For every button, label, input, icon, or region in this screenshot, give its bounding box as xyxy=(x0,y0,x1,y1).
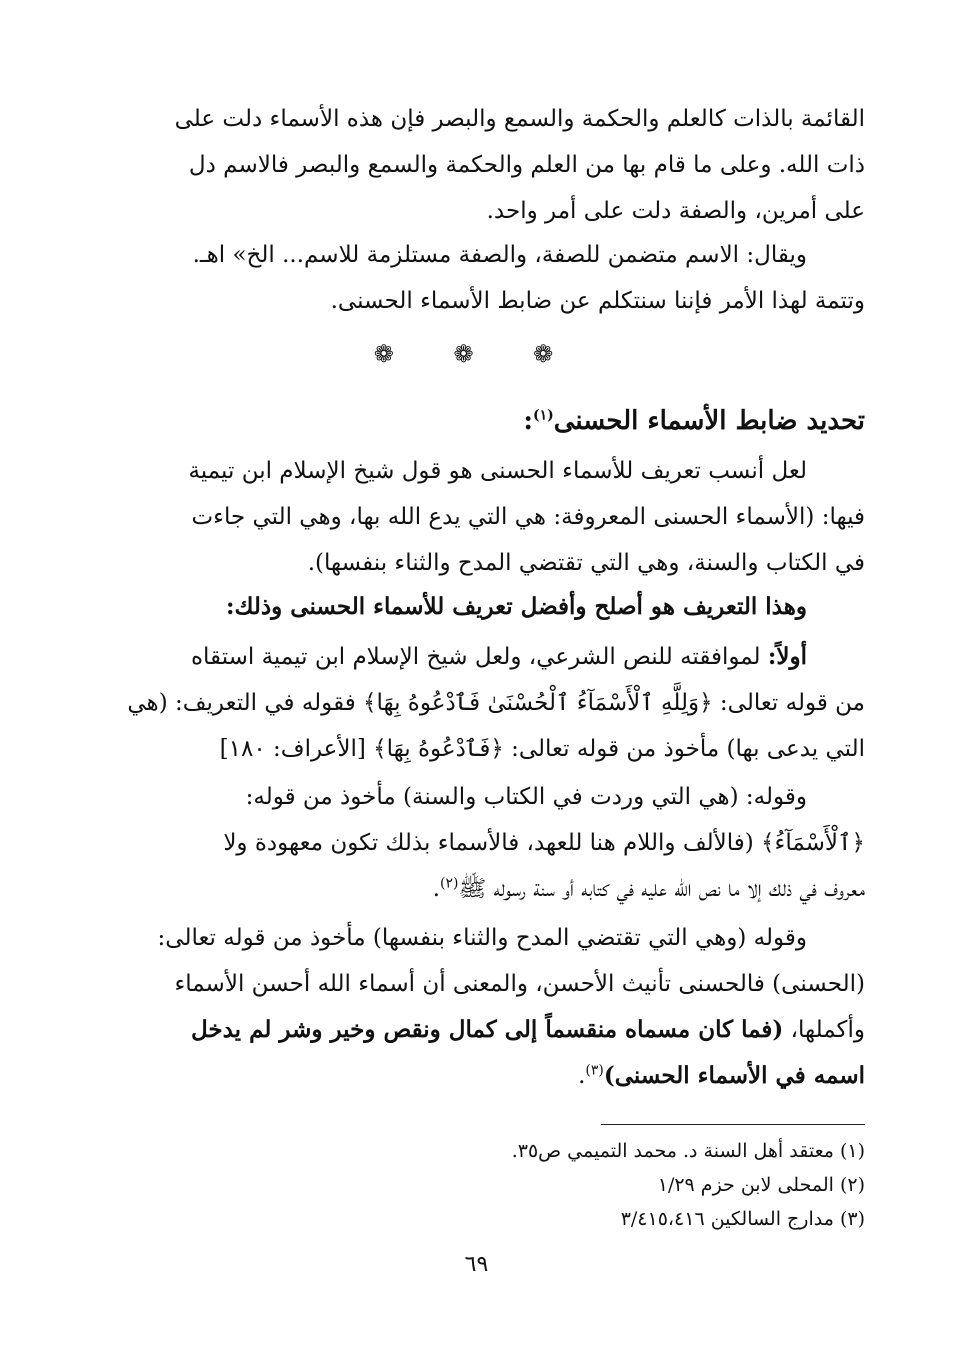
footnote-ref-2: (٢) xyxy=(440,875,459,892)
paragraph-bold-intro xyxy=(85,584,865,630)
line-bold-text: اسمه في الأسماء الحسنى) xyxy=(603,1062,865,1089)
point-lead: أولاً: xyxy=(767,643,807,670)
text-line xyxy=(85,1007,865,1053)
text-line: وتتمة لهذا الأمر فإننا سنتكلم عن ضابط الأسماء الحسنى. xyxy=(330,288,865,314)
text-line: من قوله تعالى: ﴿وَلِلَّهِ ٱلْأَسْمَآءُ ٱلْحُسْنَىٰ فَٱدْعُوهُ بِهَا﴾ فقوله في التعريف: (هي xyxy=(127,690,865,716)
footnote-1: (١) معتقد أهل السنة د. محمد التميمي ص٣٥. xyxy=(511,1140,865,1162)
page-number: ٦٩ xyxy=(464,1252,489,1277)
text-line xyxy=(85,866,865,912)
text-line: في الكتاب والسنة، وهي التي تقتضي المدح والثناء بنفسها). xyxy=(307,550,865,576)
text-line xyxy=(85,1053,865,1099)
paragraph-quote-end xyxy=(85,232,865,324)
line-text: وأكملها، xyxy=(783,1017,865,1043)
text-line: وقوله: (هي التي وردت في الكتاب والسنة) مأخوذ من قوله: xyxy=(245,784,807,810)
section-heading xyxy=(85,398,865,444)
footnote-separator xyxy=(601,1124,865,1125)
heading-line xyxy=(85,398,865,444)
text-line xyxy=(85,634,865,680)
line-bold-text: (فما كان مسماه منقسماً إلى كمال ونقص وخير وشر لم يدخل xyxy=(190,1016,784,1043)
text-line: لعل أنسب تعريف للأسماء الحسنى هو قول شيخ الإسلام ابن تيمية xyxy=(188,458,807,484)
footnotes xyxy=(85,1134,865,1236)
footnote-2: (٢) المحلى لابن حزم ١/٢٩ xyxy=(657,1174,865,1196)
heading-suffix: : xyxy=(523,406,533,436)
section-divider-stars: ❁ ❁ ❁ xyxy=(373,340,580,368)
footnote-ref-3: (٣) xyxy=(585,1062,604,1079)
text-line: وقوله (وهي التي تقتضي المدح والثناء بنفسها) مأخوذ من قوله تعالى: xyxy=(157,925,807,951)
point-text: لموافقته للنص الشرعي، ولعل شيخ الإسلام ابن تيمية استقاه xyxy=(191,644,768,670)
footnote-ref-1: (١) xyxy=(532,407,554,424)
line-end: . xyxy=(578,1063,586,1089)
text-line: (الحسنى) فالحسنى تأنيث الأحسن، والمعنى أن أسماء الله أحسن الأسماء xyxy=(174,971,865,997)
text-line: ويقال: الاسم متضمن للصفة، والصفة مستلزمة للاسم... الخ» اهـ. xyxy=(192,242,807,268)
text-line: القائمة بالذات كالعلم والحكمة والسمع والبصر فإن هذه الأسماء دلت على xyxy=(174,106,865,132)
heading-text: تحديد ضابط الأسماء الحسنى xyxy=(553,406,865,436)
paragraph-first-point xyxy=(85,634,865,772)
text-line: ذات الله. وعلى ما قام بها من العلم والحكمة والسمع والبصر فالاسم دل xyxy=(188,152,865,178)
paragraph-definition xyxy=(85,448,865,586)
paragraph-third-point xyxy=(85,915,865,1099)
paragraph-second-point xyxy=(85,774,865,912)
text-line: على أمرين، والصفة دلت على أمر واحد. xyxy=(486,198,865,224)
line-end: . xyxy=(432,876,441,902)
text-line: وهذا التعريف هو أصلح وأفضل تعريف للأسماء الحسنى وذلك: xyxy=(226,593,807,620)
text-line: ﴿ٱلْأَسْمَآءُ﴾ (فالألف واللام هنا للعهد، فالأسماء بذلك تكون معهودة ولا xyxy=(223,830,865,856)
paragraph-continuation xyxy=(85,96,865,234)
line-text: معروف في ذلك إلا ما نص الله عليه في كتابه أو سنة رسوله ﷺ xyxy=(458,876,865,902)
text-line: فيها: (الأسماء الحسنى المعروفة: هي التي يدع الله بها، وهي التي جاءت xyxy=(191,504,865,530)
footnote-3: (٣) مدارج السالكين ٣/٤١٥،٤١٦ xyxy=(620,1208,865,1230)
text-line: التي يدعى بها) مأخوذ من قوله تعالى: ﴿فَٱدْعُوهُ بِهَا﴾ [الأعراف: ١٨٠] xyxy=(219,736,865,762)
